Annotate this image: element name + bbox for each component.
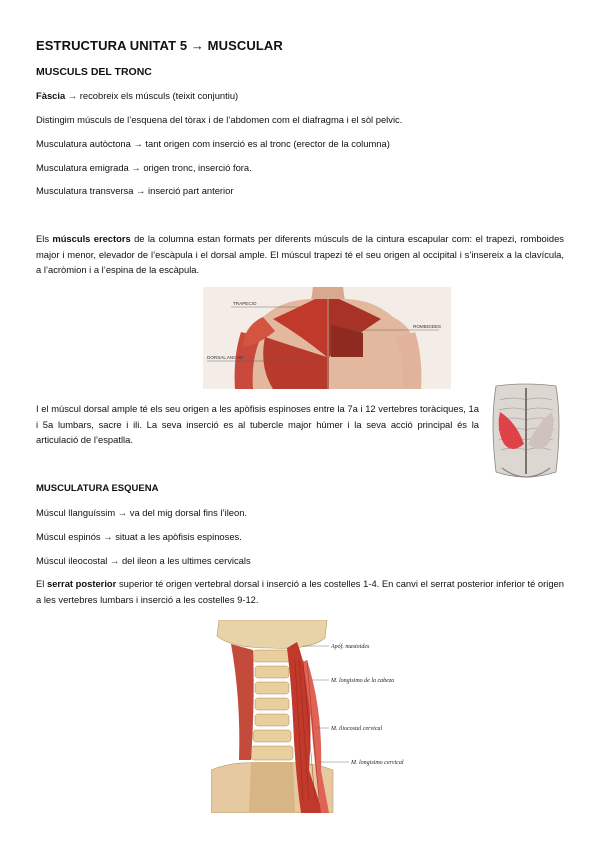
section-heading-tronc: MUSCULS DEL TRONC <box>36 66 152 78</box>
erectors-pre: Els <box>36 233 53 244</box>
serrat-text: superior té origen vertebral dorsal i inserció a les costelles 1-4. En canvi el serrat posterior inferior té origen a les vertebres lumbars i inserció a les costelles 9-12. <box>36 578 564 605</box>
label-iliocostal-cervical: M. iliocostal cervical <box>331 726 383 732</box>
llanguissim-line: Múscul llanguíssim → va del mig dorsal fins l’ileon. <box>36 507 248 518</box>
autoctona-line: Musculatura autòctona → tant origen com inserció es al tronc (erector de la columna) <box>36 138 390 149</box>
espinos-line: Múscul espinós → situat a les apòfisis espinoses. <box>36 531 242 542</box>
neck-muscles-illustration <box>211 620 411 813</box>
label-longisimo-cabeza: M. longisimo de la cabeza <box>331 678 395 684</box>
transversa-line: Musculatura transversa → inserció part anterior <box>36 185 234 196</box>
erectors-paragraph <box>36 231 564 278</box>
ileocostal-line: Múscul ileocostal → del ileon a les ultimes cervicals <box>36 555 251 566</box>
fascia-term: Fàscia <box>36 90 66 101</box>
section-heading-esquena: MUSCULATURA ESQUENA <box>36 483 159 494</box>
back-muscles-illustration <box>203 287 451 389</box>
serrat-pre: El <box>36 578 47 589</box>
neck-muscles-figure <box>211 620 411 813</box>
page-title: ESTRUCTURA UNITAT 5 → MUSCULAR <box>36 38 283 53</box>
label-dorsal-ancho: DORSAL ANCHO <box>207 355 244 360</box>
latissimus-figure <box>486 382 566 485</box>
dorsal-paragraph: I el múscul dorsal ample té els seu origen a les apòfisis espinoses entre la 7a i 12 vertebres toràciques, 1a i 5a lumbars, sacre i ili. La seva inserció es al tubercle major húmer i la seva acció principal és la articulació de l’espatlla. <box>36 403 479 445</box>
label-mastoides: Apóf. mastoides <box>331 644 370 650</box>
erectors-term: músculs erectors <box>52 233 131 244</box>
erectors-text: de la columna estan formats per diferents músculs de la cintura escapular com: el trapezi, romboides major i menor, elevador de l’escàpula i el dorsal ample. El múscul trapezi té el seu origen al occipital i s’insereix a la clavícula, a l’acròmion i a l’espina de la escàpula. <box>36 233 564 275</box>
distingim-line: Distingim músculs de l’esquena del tòrax i de l’abdomen com el diafragma i el sòl pelvic. <box>36 114 403 125</box>
serrat-term: serrat posterior <box>46 578 117 589</box>
back-muscles-figure <box>203 287 451 389</box>
label-longisimo-cervical: M. longisimo cervical <box>351 760 404 766</box>
serrat-paragraph <box>36 576 564 607</box>
emigrada-line: Musculatura emigrada → origen tronc, inserció fora. <box>36 162 252 173</box>
latissimus-illustration <box>486 382 566 485</box>
label-trapecio: TRAPECIO <box>233 301 257 306</box>
label-romboides: ROMBOIDES <box>413 324 442 329</box>
fascia-line <box>36 89 238 103</box>
fascia-definition: → recobreix els músculs (teixit conjuntiu) <box>65 90 239 101</box>
